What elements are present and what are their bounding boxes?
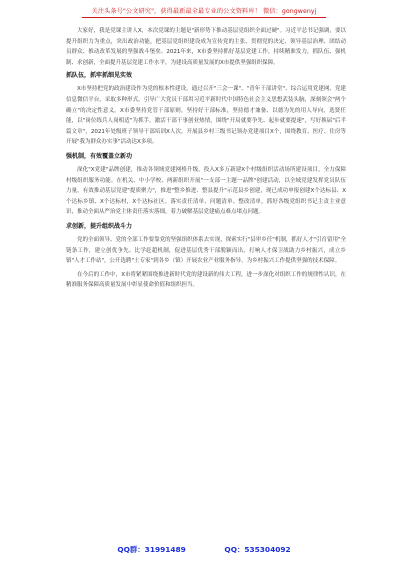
section-heading-innovation: 求创新，提升组织战斗力 xyxy=(66,222,133,230)
section-mechanism-paragraph: 深化"X党建"品牌创建，推动各领域党建网格升级，投入X多万新建X个村级组织活动场所建设项目，全力保障村级组织服务功能。在机关、中小学校、两新组织开展"一支部一主题一品牌"创建活动，以全域党建发挥党员队伍力量，有效推动基层党建"提质聚力"，推进"整乡推进、整县提升"示范县乡创建，现已成功申报创建X个达标县、X个达标乡镇、X个达标村，X个达标社区。落实责任清单、问题清单、整改清单，抓好各级党组织书记主责主业意识，推动全面从严治党主体责任落实落细，着力破解基层党建痛点难点堵点问题。 xyxy=(66,166,346,216)
footer-qq: QQ：535304092 xyxy=(224,545,291,554)
header-banner: 关注头条号"公文研究"，获得最新最全最专业的公文资料库！ 微信：gongwenyj xyxy=(91,8,317,15)
section-innovation-paragraph: 党的全面领导、党的全部工作要靠党的坚强组织体系去实现，探索实行"县审乡任"机制，抓好人才"引育留用"全链条工作，建立创优争先、比学赶超机制，促进基层优秀干部脱颖而出，打响人才保卫战助力乡村振兴，成立乡镇"人才工作站"，公开选聘"土专家"到各乡（镇）开展农业产业服务指导，为乡村振兴工作提供坚强的技术保障。 xyxy=(66,236,346,265)
closing-paragraph: 在今后的工作中，X市将紧紧围绕推进新时代党的建设新的伟大工程，进一步深化对组织工作的规律性认识，在精准服务保障高质量发展中彰显使命价值和组织担当。 xyxy=(66,271,346,289)
footer-contacts xyxy=(0,544,408,555)
section-heading-mechanism: 强机制，有效覆盖立新功 xyxy=(66,152,133,160)
document-body xyxy=(66,26,346,294)
section-team-paragraph: X市坚持把党的政治建设作为党的根本性建设，通过召开"三会一课"、"青年干部讲堂"、综合运用党建网、党建信息微信平台，采取多种形式，引导广大党员干部用习近平新时代中国特色社会主义思想武装头脑，深刻领会"两个确立"的决定性意义。X市委坚持党管干部原则，坚持好干部标准，坚持德才兼备、以德为先的用人导向，选贤任能，以"岗位练兵人岗相适"为抓手，激活干部干事创业热情，围绕"开局就要争先、起步就要提速"，写好换届"后半篇文章"，2021年处级班子领导干部培训X人次，开展县乡村三级书记领办党建项目X个，围绕教育、医疗、住房等开展"我为群众办实事"活动达X多项。 xyxy=(66,86,346,146)
header-divider xyxy=(82,17,326,18)
footer-qq-group: QQ群：31991489 xyxy=(117,545,186,554)
section-heading-team: 抓队伍，抓牢抓细见实效 xyxy=(66,72,133,80)
intro-paragraph: 大家好，我是党课主讲人X，本次党课的主题是"新形势下推动基层党组织全面过硬"。习近平总书记强调，要以提升组织力为重点，突出政治功能，把基层党组织建设成为宣传党的主张、贯彻党的决定、领导基层治理、团结动员群众、推动改革发展的坚强战斗堡垒。2021年来，X市委坚持抓好基层党建工作，持续精准发力，抓队伍、强机制、求创新，全面提升基层党建工作水平，为建设高质量发展的X市提供坚强组织保障。 xyxy=(66,28,346,66)
